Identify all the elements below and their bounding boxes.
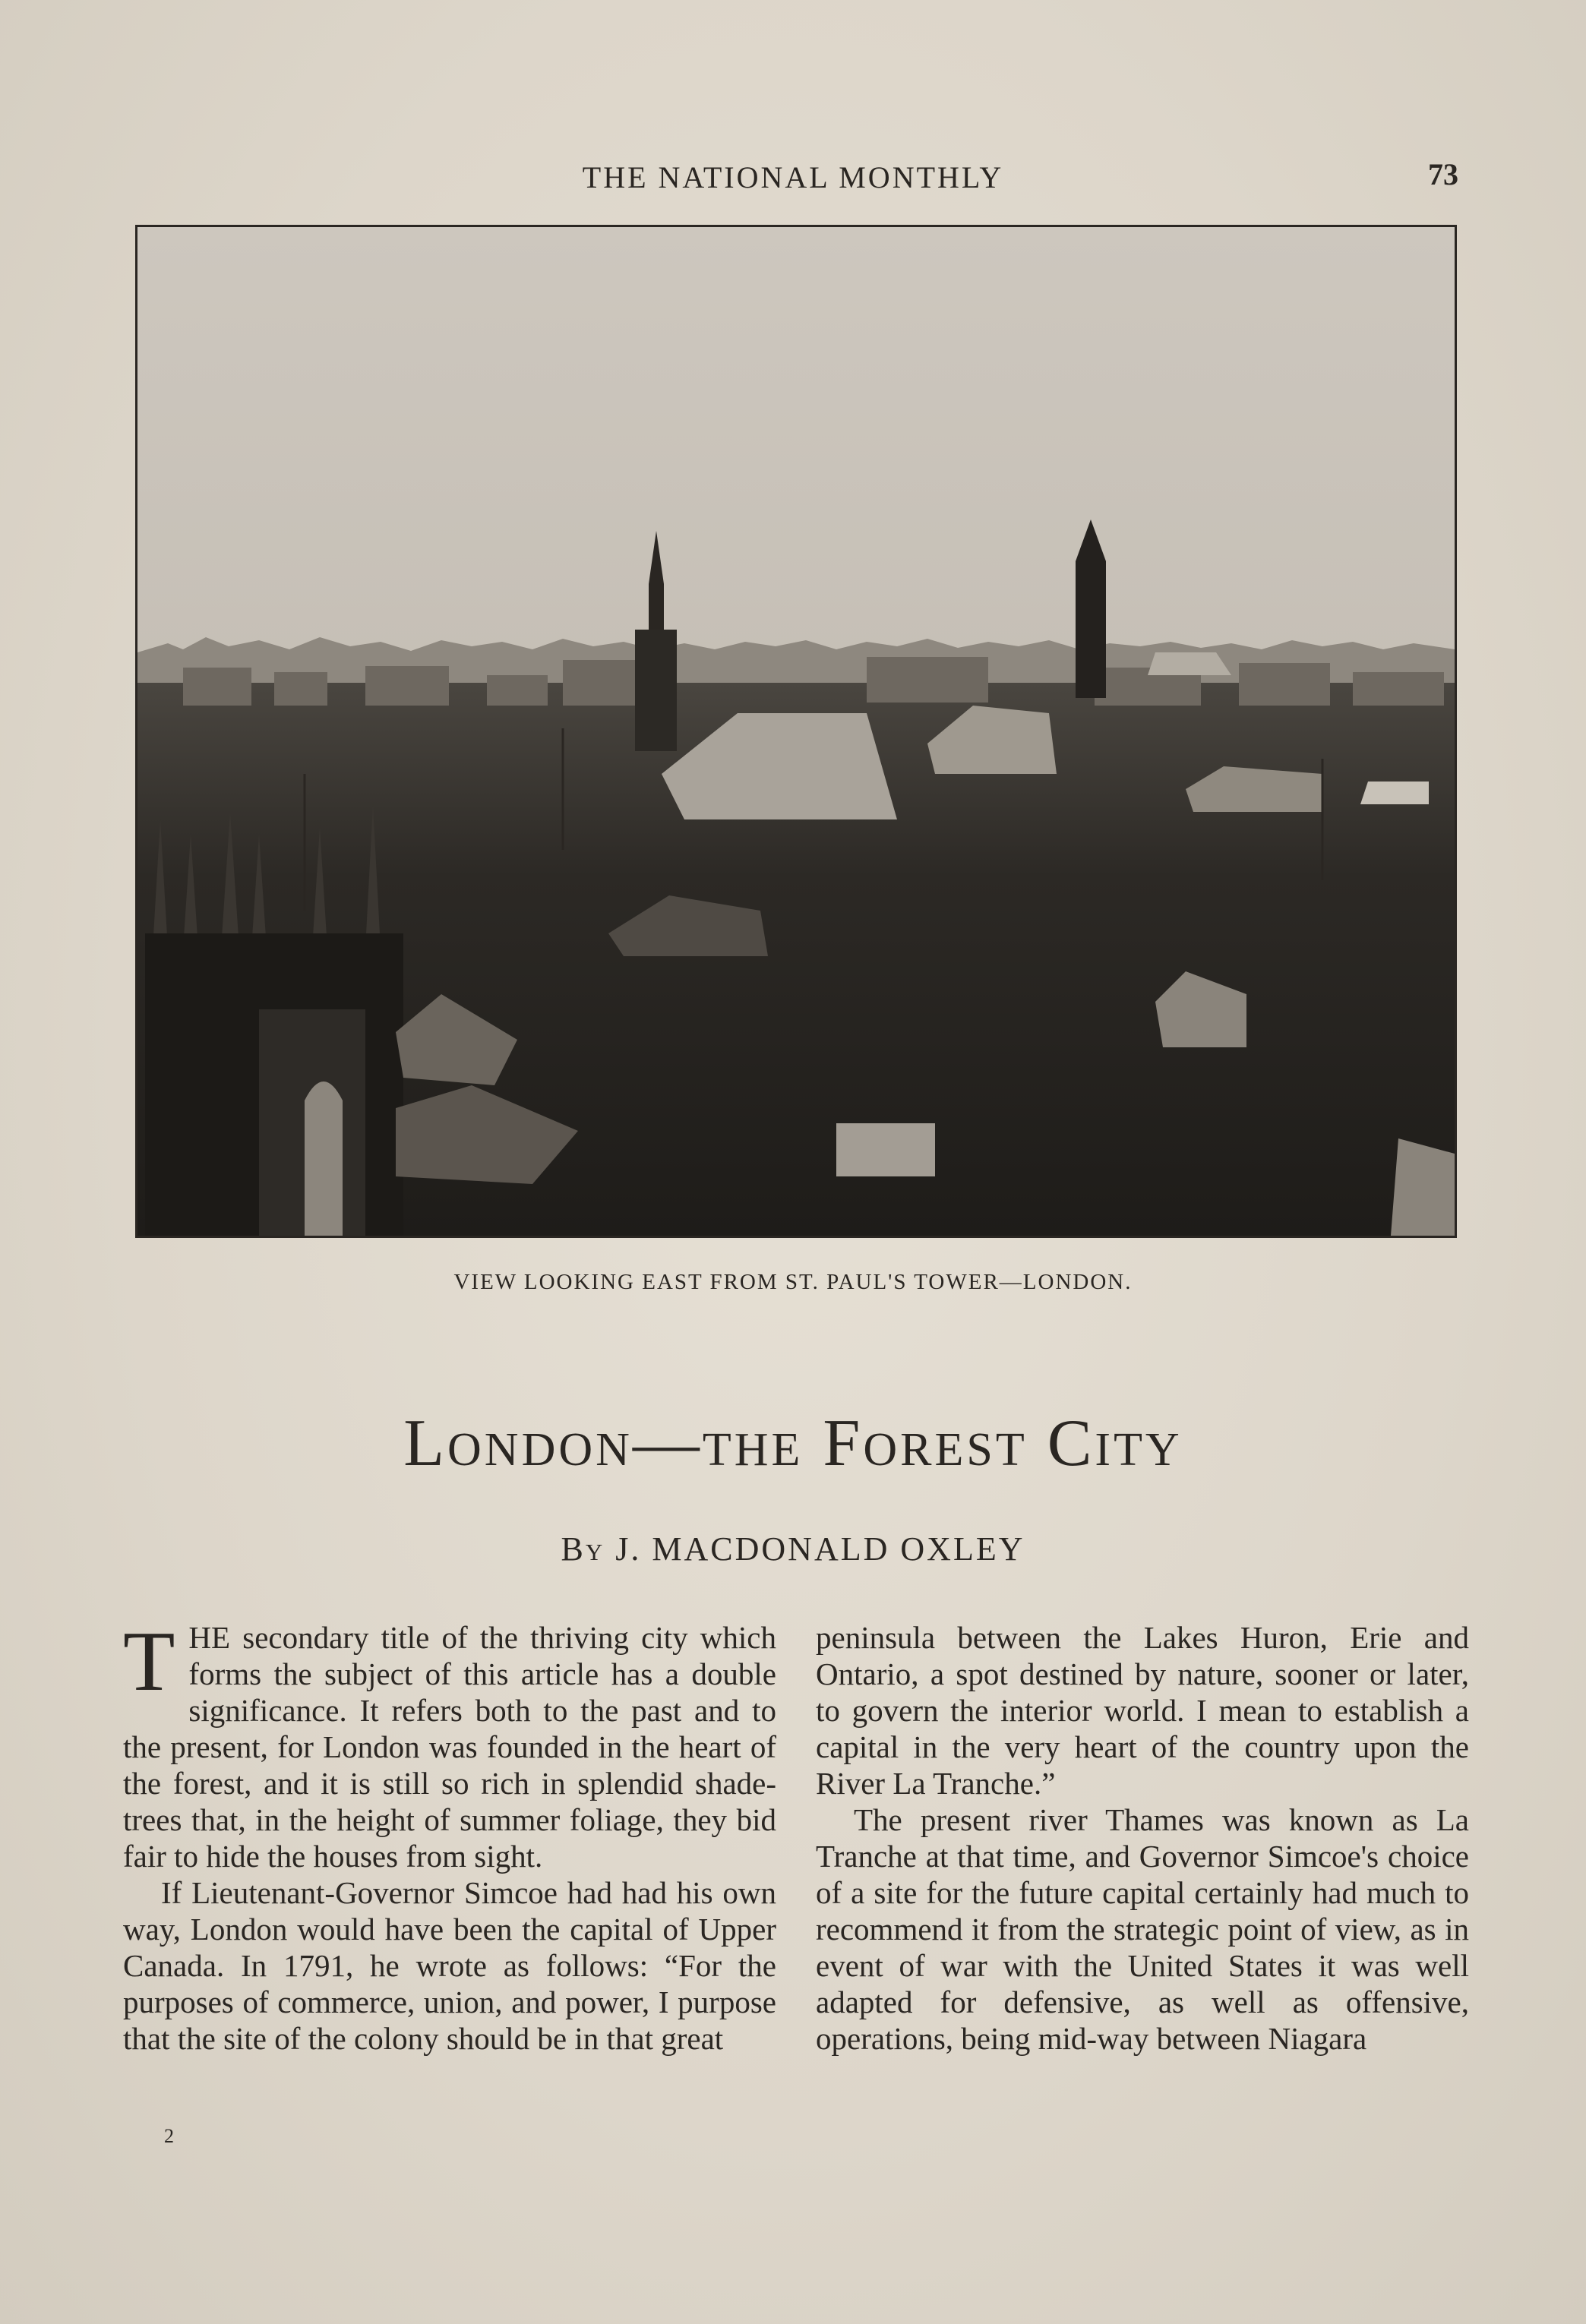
article-title: London—the Forest City [403,1407,1183,1480]
paragraph [123,1615,776,1874]
photo-caption: VIEW LOOKING EAST FROM ST. PAUL'S TOWER—LONDON. [453,1270,1133,1294]
byline [0,1530,1586,1568]
right-column [816,1619,1469,2057]
city-photograph [135,225,1457,1238]
paragraph: If Lieutenant-Governor Simcoe had had his own way, London would have been the capital of Upper Canada. In 1791, he wrote as follows: “For the purposes of commerce, union, and power, I purpose that the site of the colony should be in that great [123,1875,776,2056]
left-column [123,1615,776,2057]
running-head: THE NATIONAL MONTHLY [582,160,1004,194]
drop-cap: T [123,1615,175,1709]
signature-mark: 2 [164,2125,174,2147]
paragraph: peninsula between the Lakes Huron, Erie and Ontario, a spot destined by nature, sooner or later, to govern the interior world. I mean to establish a capital in the very heart of the country upon the River La Tranche.” [816,1620,1469,1801]
author-name: J. MACDONALD OXLEY [615,1530,1025,1568]
paragraph-text: HE secondary title of the thriving city which forms the subject of this article has a double significance. It refers both to the past and to the present, for London was founded in the heart of the forest, and it is still so rich in splendid shade-trees that, in the height of summer foliage, they bid fair to hide the houses from sight. [123,1620,776,1874]
page-number: 73 [1428,157,1458,191]
byline-prefix: By [561,1530,605,1568]
paragraph: The present river Thames was known as La Tranche at that time, and Governor Simcoe's choice of a site for the future capital certainly had much to recommend it from the strategic point of view, as in event of war with the United States it was well adapted for defensive, as well as offensive, operations, being mid-way between Niagara [816,1802,1469,2056]
